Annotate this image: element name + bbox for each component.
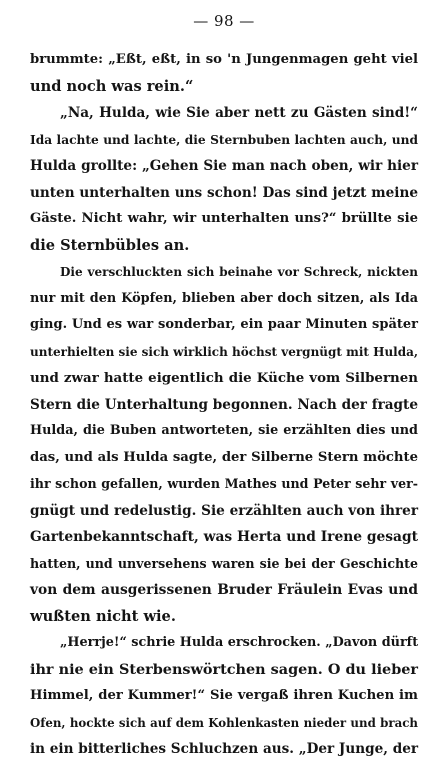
text-line: nur mit den Köpfen, blieben aber doch sitzen, als Ida xyxy=(30,290,418,306)
text-line: brummte: „Eßt, eßt, in so 'n Jungenmagen geht viel xyxy=(30,52,418,67)
text-line: „Herrje!“ schrie Hulda erschrocken. „Davon dürft xyxy=(60,635,419,650)
text-line: Ida lachte und lachte, die Sternbuben lachten auch, und xyxy=(30,132,418,147)
text-line: und noch was rein.“ xyxy=(30,77,194,95)
text-line: wußten nicht wie. xyxy=(30,607,176,625)
text-line: ihr nie ein Sterbenswörtchen sagen. O du lieber xyxy=(30,660,418,678)
text-line: Hulda, die Buben antworteten, sie erzählten dies und xyxy=(30,423,418,438)
text-line: unterhielten sie sich wirklich höchst vergnügt mit Hulda, xyxy=(30,344,419,359)
text-line: gnügt und redelustig. Sie erzählten auch von ihrer xyxy=(30,502,418,519)
text-line: Ofen, hockte sich auf dem Kohlenkasten nieder und brach xyxy=(30,715,418,730)
text-line: hatten, und unversehens waren sie bei der Geschichte xyxy=(30,555,418,571)
text-line: Die verschluckten sich beinahe vor Schreck, nickten xyxy=(60,265,418,279)
text-line: ihr schon gefallen, wurden Mathes und Peter sehr ver- xyxy=(30,476,418,491)
page-body-text xyxy=(30,47,418,763)
text-line: Stern die Unterhaltung begonnen. Nach der fragte xyxy=(30,396,418,413)
text-line: ging. Und es war sonderbar, ein paar Minuten später xyxy=(30,317,418,332)
text-line: Gartenbekanntschaft, was Herta und Irene gesagt xyxy=(30,529,418,545)
text-line: die Sternbübles an. xyxy=(30,236,190,254)
text-line: das, und als Hulda sagte, der Silberne Stern möchte xyxy=(30,449,418,465)
text-line: unten unterhalten uns schon! Das sind jetzt meine xyxy=(30,184,418,201)
text-line: Himmel, der Kummer!“ Sie vergaß ihren Kuchen im xyxy=(30,688,418,703)
text-line: Gäste. Nicht wahr, wir unterhalten uns?“ brüllte sie xyxy=(30,211,418,226)
text-line: Hulda grollte: „Gehen Sie man nach oben, wir hier xyxy=(30,158,418,174)
text-line: und zwar hatte eigentlich die Küche vom Silbernen xyxy=(30,370,418,386)
text-line: in ein bitterliches Schluchzen aus. „Der Junge, der xyxy=(30,741,419,757)
text-line: „Na, Hulda, wie Sie aber nett zu Gästen sind!“ xyxy=(60,105,418,121)
text-line: von dem ausgerissenen Bruder Fräulein Evas und xyxy=(30,582,418,598)
page-number: — 98 — xyxy=(193,12,255,30)
